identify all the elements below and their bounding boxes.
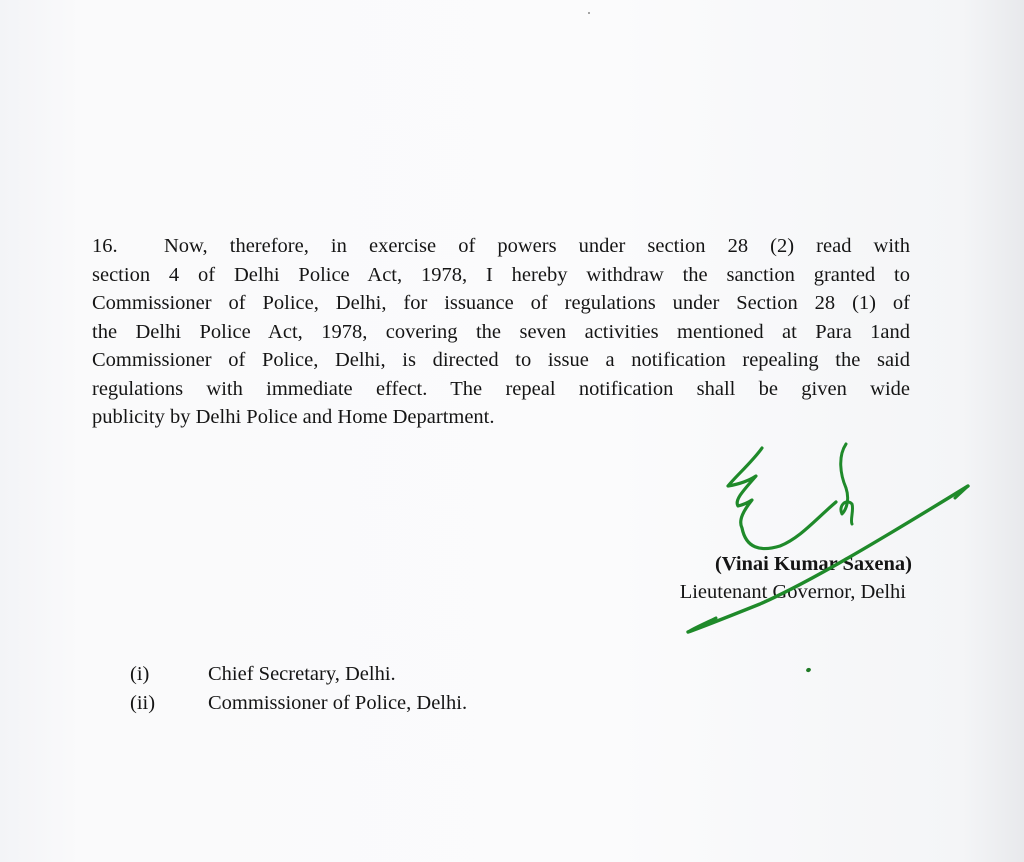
paragraph-line: Commissioner of Police, Delhi, is directed to issue a notification repealing the said <box>92 349 910 371</box>
paragraph-line: publicity by Delhi Police and Home Department. <box>92 406 495 428</box>
recipient: Chief Secretary, Delhi. <box>208 663 396 685</box>
paragraph-line <box>92 232 910 261</box>
paragraph-line: section 4 of Delhi Police Act, 1978, I hereby withdraw the sanction granted to <box>92 263 910 286</box>
signatory-block <box>620 550 920 606</box>
signature-flourish-tail <box>688 618 716 632</box>
copy-to-item <box>130 689 467 718</box>
copy-to-item <box>130 660 467 689</box>
signature-flourish-tip <box>955 486 968 498</box>
paragraph-16 <box>92 232 910 432</box>
ink-mark <box>805 667 811 673</box>
paragraph-line-text: Now, therefore, in exercise of powers under section 28 (2) read with <box>164 235 910 257</box>
paper-speck <box>588 12 590 14</box>
paragraph-line: Commissioner of Police, Delhi, for issuance of regulations under Section 28 (1) of <box>92 292 910 314</box>
list-marker: (i) <box>130 663 150 685</box>
signature-stroke-loop <box>841 444 853 524</box>
paragraph-number: 16. <box>92 235 118 257</box>
recipient: Commissioner of Police, Delhi. <box>208 692 468 714</box>
list-marker: (ii) <box>130 692 156 714</box>
paragraph-line: regulations with immediate effect. The repeal notification shall be given wide <box>92 377 910 400</box>
copy-to-list <box>130 660 467 718</box>
signatory-name: (Vinai Kumar Saxena) <box>714 553 912 575</box>
signatory-title: Lieutenant Governor, Delhi <box>679 581 906 603</box>
paragraph-line: the Delhi Police Act, 1978, covering the seven activities mentioned at Para 1and <box>92 320 910 343</box>
signature-stroke-e <box>728 448 836 549</box>
